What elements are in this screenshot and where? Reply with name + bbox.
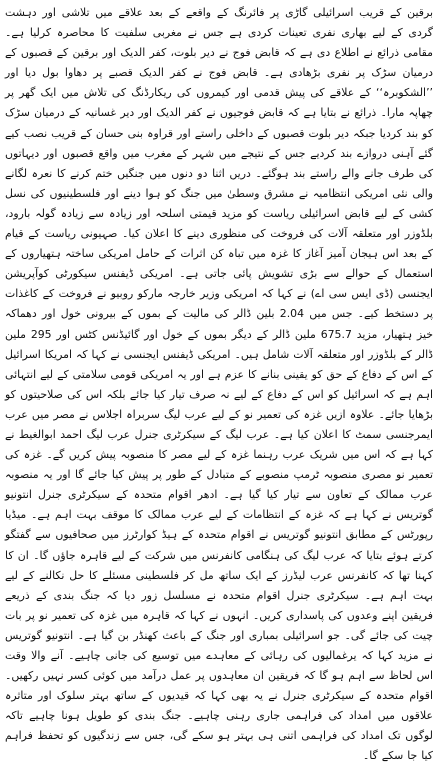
article-body: برقین کے قریب اسرائیلی گاڑی پر فائرنگ کے واقعے کے بعد علاقے میں تلاشی اور دہشت گردی کے لیے بھاری نفری تعینات کردی ہے جس نے مغربی سلفیت کا محاصرہ کرلیا ہے۔ مقامی ذرائع نے اطلاع دی ہے کہ قابض فوج نے دیر بلوت، کفر الدیک اور برقین کے قصبوں کے درمیان سڑک پر نفری بڑھادی ہے۔ قابض فوج نے کفر الدیک قصبے پر دھاوا بول دیا اور ’’الشکوبرہ‘‘ کے علاقے کی پیش قدمی اور کیمروں کی ریکارڈنگ کی تلاش میں ایک گھر پر چھاپہ مارا۔ ذرائع نے بتایا ہے کہ قابض فوجیوں نے کفر الدیک اور دیر غسانیہ کے درمیان سڑک کو بند کردیا جبکہ دیر بلوت قصبوں کے داخلی راستے اور قراوہ بنی حسان کے قریب نصب کیے گئے آہنی دروازے بند کردیے جس کے نتیجے میں شہر کے مغرب میں واقع قصبوں اور دیہاتوں کی طرف جانے والے راستے بند ہوگئے۔ دریں اثنا دو دنوں میں جنگیں ختم کرنے کا نعرہ لگانے والی نئی امریکی انتظامیہ نے مشرق وسطیٰ میں جنگ کو ہوا دینے اور فلسطینیوں کی نسل کشی کے لیے قابض اسرائیلی ریاست کو مزید قیمتی اسلحہ اور زیادہ سے زیادہ گولہ بارود، بلڈوزر اور متعلقہ آلات کی فروخت کی منظوری دینے کا اعلان کیا۔ صہیونی ریاست کے قیام کے بعد اس ہیجان آمیز آغاز کا غزہ میں تباہ کن اثرات کے حامل امریکی ساختہ ہتھیاروں کے استعمال کے حوالے سے بڑی تشویش پائی جاتی ہے۔ امریکی ڈیفنس سیکورٹی کوآپریشن ایجنسی (ڈی ایس سی اے) نے کہا کہ امریکی وزیر خارجہ مارکو روبیو نے فروخت کے کاغذات پر دستخط کیے۔ جس میں 2.04 بلین ڈالر کی مالیت کے بموں کے بیرونی خول اور دھماکہ خیز ہتھیار، مزید 675.7 ملین ڈالر کے دیگر بموں کے خول اور گائیڈنس کٹس اور 295 ملین ڈالر کے بلڈوزر اور متعلقہ آلات شامل ہیں۔ امریکی ڈیفنس ایجنسی نے کہا کہ امریکا اسرائیل کے اس کے دفاع کے حق کو یقینی بنانے کا عزم ہے اور یہ امریکی قومی سلامتی کے لیے انتہائی اہم ہے کہ اسرائیل کو اس کے دفاع کے لیے نہ صرف تیار کیا جائے بلکہ اس کی صلاحیتوں کو بڑھایا جائے۔ علاوہ ازیں غزہ کی تعمیر نو کے لیے عرب لیگ سربراہ اجلاس نے مصر میں عرب ایمرجنسی سمٹ کا اعلان کیا ہے۔ عرب لیگ کے سیکرٹری جنرل عرب لیگ احمد ابوالغیط نے کہا ہے کہ اس میں شریک عرب رہنما غزہ کے لیے مصر کا منصوبہ پیش کریں گے۔ غزہ کی تعمیر نو مصری منصوبہ ٹرمپ منصوبے کے متبادل کے طور پر پیش کیا جائے گا اور یہ منصوبہ عرب ممالک کے تعاون سے تیار کیا گیا ہے۔ ادھر اقوام متحدہ کے سیکرٹری جنرل انتونیو گوتریس نے کہا ہے کہ غزہ کے انتظامات کے لیے عرب ممالک کا موقف بہت اہم ہے۔ میڈیا رپورٹس کے مطابق انتونیو گوتریس نے اقوام متحدہ کے ہیڈ کوارٹرز میں صحافیوں سے گفتگو کرتے ہوئے بتایا کہ عرب لیگ کی ہنگامی کانفرنس میں شرکت کے لیے قاہرہ جاؤں گا۔ ان کا کہنا تھا کہ کانفرنس عرب لیڈرز کے ایک ساتھ مل کر فلسطینی مسئلے کا حل نکالنے کے لیے بہت اہم ہے۔ سیکرٹری جنرل اقوام متحدہ نے مسلسل زور دیا کہ جنگ بندی کے ذریعے فریقین اپنے وعدوں کی پاسداری کریں۔ انہوں نے کہا کہ قاہرہ میں غزہ کی تعمیر نو پر بات چیت کی جائے گی۔ جو اسرائیلی بمباری اور جنگ کے باعث کھنڈر بن گیا ہے۔ انتونیو گوتریس نے مزید کہا کہ یرغمالیوں کی رہائی کے معاہدے میں توسیع کی جانی چاہیے۔ آنے والا وقت اس لحاظ سے اہم ہو گا کہ فریقین ان معاہدوں پر عمل درآمد میں کوئی کسر نہیں رکھیں۔ اقوام متحدہ کے سیکرٹری جنرل نے یہ بھی کہا کہ قیدیوں کے ساتھ بہتر سلوک اور متاثرہ علاقوں میں امداد کی فراہمی جاری رہنی چاہیے۔ جنگ بندی کو طویل ہونا چاہیے تاکہ لوگوں تک امداد کی فراہمی اتنی ہی بہتر ہو سکے گی، جس سے زندگیوں کو تحفظ فراہم کیا جا سکے گا۔ [5,6,433,763]
